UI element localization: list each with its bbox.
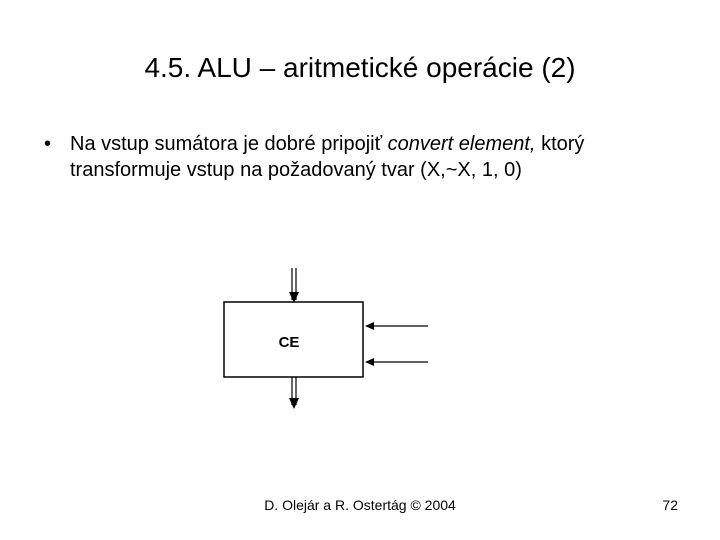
bullet-italic-text: convert element, (387, 133, 536, 155)
footer-credit: D. Olejár a R. Ostertág © 2004 (264, 497, 456, 513)
bottom-output-arrow (289, 377, 299, 409)
right-input-arrow-lower (365, 358, 428, 366)
ce-block-label: CE (278, 334, 300, 351)
bullet-text-after: ktorý transformuje vstup na požadovaný tvar (X,~X, 1, 0) (70, 133, 585, 181)
top-input-arrow (289, 268, 299, 303)
right-input-arrow-upper (365, 322, 428, 330)
page-number: 72 (662, 497, 678, 513)
slide-title: 4.5. ALU – aritmetické operácie (2) (144, 52, 576, 83)
bullet-text-before: Na vstup sumátora je dobré pripojiť (70, 133, 388, 155)
bullet-dot: • (44, 133, 52, 155)
